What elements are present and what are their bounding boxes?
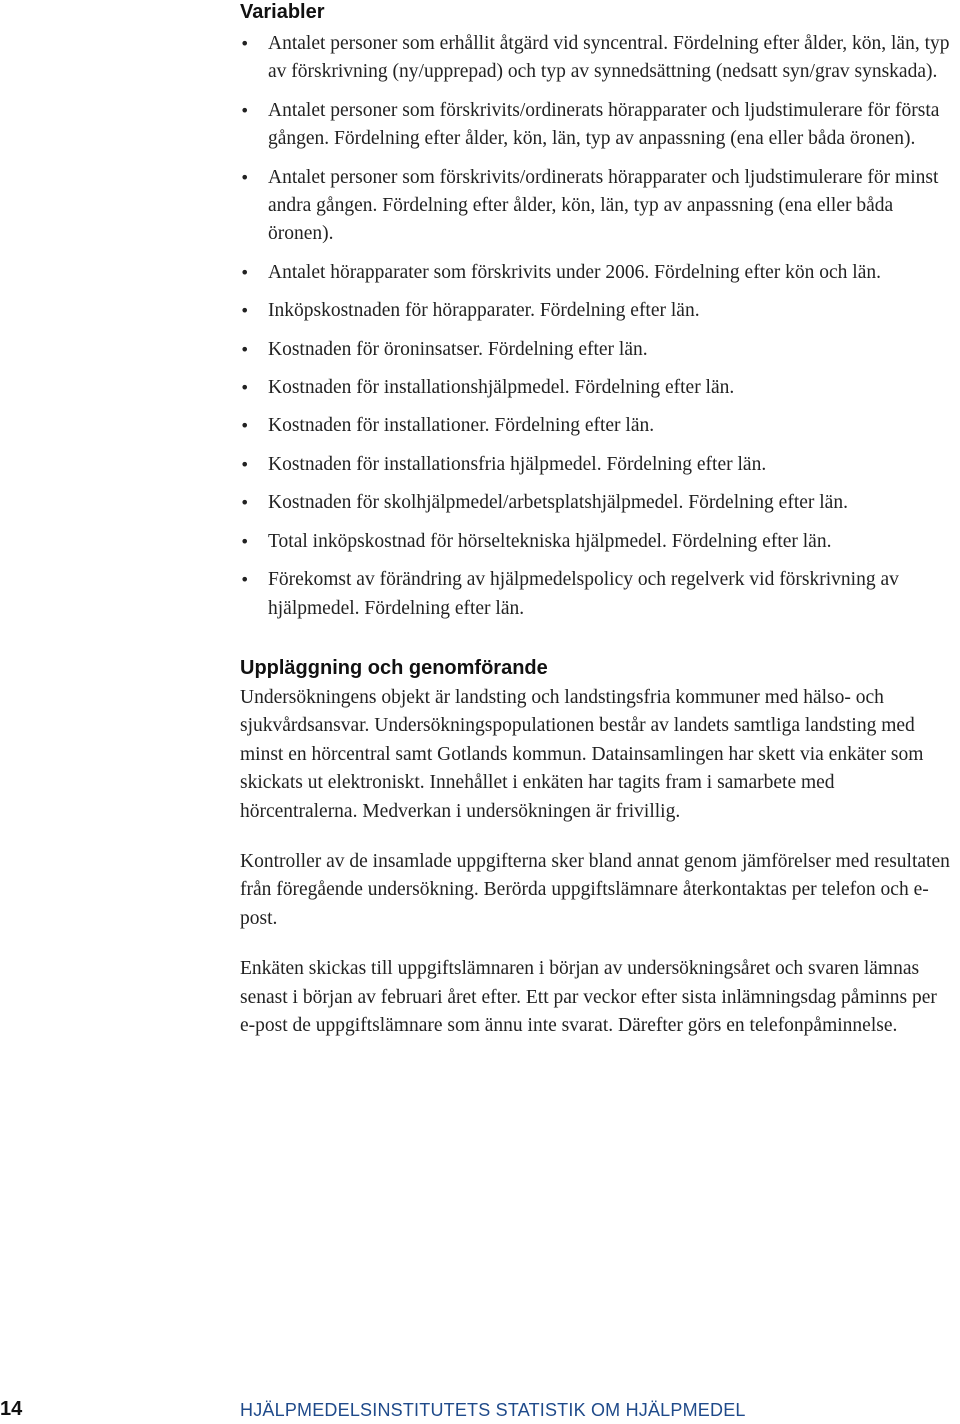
list-item — [240, 97, 956, 154]
bullet-icon: • — [240, 301, 250, 321]
bullet-icon: • — [240, 339, 250, 359]
list-item — [240, 528, 956, 556]
bullet-icon: • — [240, 34, 250, 53]
list-item-text: Kostnaden för installationer. Fördelning efter län. — [268, 415, 655, 437]
running-title: HJÄLPMEDELSINSTITUTETS STATISTIK OM HJÄLPMEDEL — [240, 1400, 746, 1420]
bullet-icon: • — [240, 378, 250, 398]
list-item — [240, 374, 956, 402]
bullet-icon: • — [240, 531, 250, 551]
list-item-text: Total inköpskostnad för hörseltekniska hjälpmedel. Fördelning efter län. — [268, 530, 832, 552]
list-item-text: Kostnaden för skolhjälpmedel/arbetsplatshjälpmedel. Fördelning efter län. — [268, 492, 848, 514]
list-item — [240, 164, 956, 249]
bullet-icon: • — [240, 167, 250, 187]
bullet-icon: • — [240, 454, 250, 474]
page-number: 14 — [0, 1398, 23, 1420]
list-item-text: Antalet hörapparater som förskrivits under 2006. Fördelning efter kön och län. — [268, 261, 882, 283]
list-item — [240, 297, 956, 325]
list-item — [240, 336, 956, 364]
list-item-text: Antalet personer som förskrivits/ordinerats hörapparater och ljudstimulerare för minst andra gången. Fördelning efter ålder, kön, län, typ av anpassning (ena eller båda öronen). — [268, 166, 939, 245]
body-paragraph: Undersökningens objekt är landsting och landstingsfria kommuner med hälso- och sjukvårdsansvar. Undersökningspopulationen består av landets samtliga landsting med minst en hörcentral samt Gotlands kommun. Datainsamlingen har skett via enkäter som skickats ut elektroniskt. Innehållet i enkäten har tagits fram i samarbete med hörcentralerna. Medverkan i undersökningen är frivillig. — [240, 686, 924, 822]
list-item-text: Inköpskostnaden för hörapparater. Fördelning efter län. — [268, 300, 700, 322]
list-item-text: Kostnaden för installationshjälpmedel. Fördelning efter län. — [268, 377, 735, 399]
list-item-text: Förekomst av förändring av hjälpmedelspolicy och regelverk vid förskrivning av hjälpmedel. Fördelning efter län. — [268, 569, 899, 619]
body-paragraph: Kontroller av de insamlade uppgifterna sker bland annat genom jämförelser med resultaten från föregående undersökning. Berörda uppgiftslämnare återkontaktas per telefon och e-post. — [240, 850, 950, 929]
page-content — [240, 0, 956, 1062]
bullet-icon: • — [240, 493, 250, 513]
list-item — [240, 30, 956, 87]
list-item — [240, 259, 956, 287]
list-item — [240, 412, 956, 440]
list-item-text: Antalet personer som erhållit åtgärd vid syncentral. Fördelning efter ålder, kön, län, typ av förskrivning (ny/upprepad) och typ av synnedsättning (nedsatt syn/grav synskada). — [268, 33, 950, 83]
variabler-list — [240, 30, 956, 623]
bullet-icon: • — [240, 416, 250, 436]
list-item — [240, 489, 956, 517]
bullet-icon: • — [240, 570, 250, 590]
list-item-text: Kostnaden för öroninsatser. Fördelning efter län. — [268, 338, 648, 360]
list-item-text: Antalet personer som förskrivits/ordinerats hörapparater och ljudstimulerare för första gången. Fördelning efter ålder, kön, län, typ av anpassning (ena eller båda öronen). — [268, 99, 940, 150]
bullet-icon: • — [240, 100, 250, 120]
bullet-icon: • — [240, 262, 250, 282]
section-heading-variabler: Variabler — [240, 1, 325, 23]
section-heading-upplaggning: Uppläggning och genomförande — [240, 656, 548, 679]
body-paragraph: Enkäten skickas till uppgiftslämnaren i början av undersökningsåret och svaren lämnas senast i början av februari året efter. Ett par veckor efter sista inlämningsdag påminns per e-post de uppgiftslämnare som ännu inte svarat. Därefter görs en telefonpåminnelse. — [240, 958, 937, 1036]
list-item-text: Kostnaden för installationsfria hjälpmedel. Fördelning efter län. — [268, 453, 767, 475]
list-item — [240, 451, 956, 479]
list-item — [240, 566, 956, 623]
page-footer — [0, 1398, 960, 1424]
